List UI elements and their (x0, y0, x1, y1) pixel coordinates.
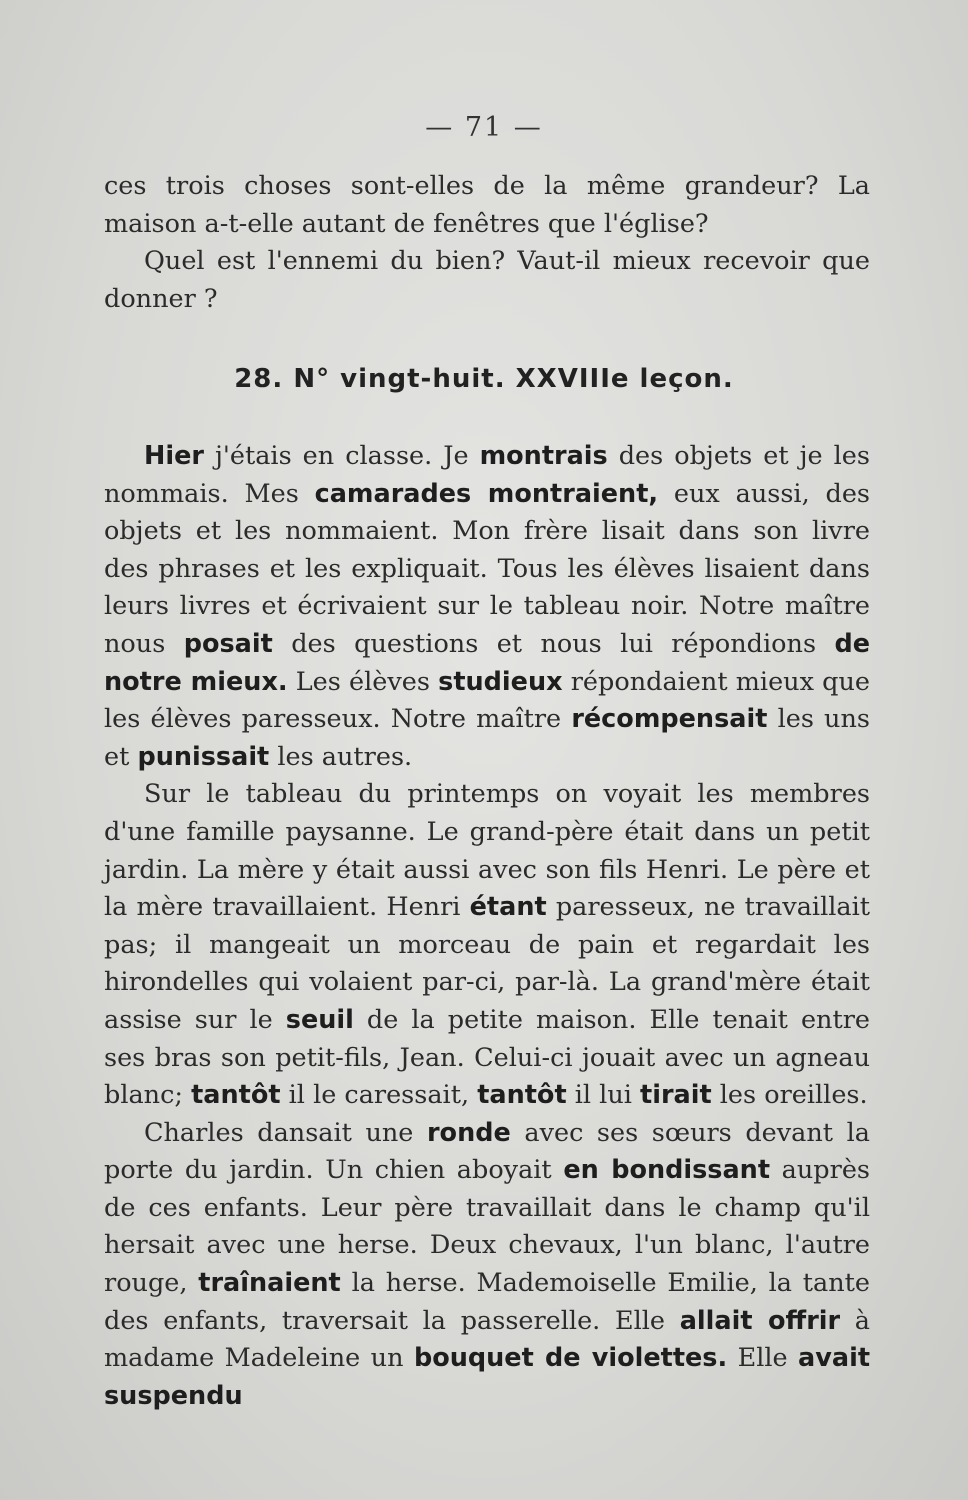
bold-term: avait suspendu (104, 1343, 871, 1411)
bold-term: récompensait (571, 704, 768, 735)
bold-term: de notre mieux. (104, 628, 870, 697)
text-run: répondaient mieux que les élèves paresseux. Notre maître (104, 666, 870, 735)
text-run: les uns et (104, 704, 870, 772)
text-run: j'étais en classe. Je (203, 441, 480, 471)
text-run: la herse. Mademoiselle Emilie, la tante des enfants, traversait la passerelle. Elle (104, 1268, 870, 1336)
text-run: il le caressait, (280, 1080, 478, 1111)
intro-paragraph-2: Quel est l'ennemi du bien? Vaut-il mieux recevoir que donner ? (104, 246, 870, 314)
text-run: Les élèves (287, 666, 439, 697)
bold-term: ronde (426, 1117, 511, 1148)
text-run: paresseux, ne travaillait pas; il mangeait un morceau de pain et regardait les hirondelles qui volaient par-ci, par-là. La grand'mère était assise sur le (104, 892, 870, 1035)
text-run: à madame Madeleine un (104, 1305, 870, 1374)
text-run: les oreilles. (711, 1080, 868, 1111)
lesson-text (104, 438, 870, 1415)
bold-term: tantôt (477, 1080, 567, 1111)
text-run: avec ses sœurs devant la porte du jardin. Un chien aboyait (104, 1117, 870, 1186)
lesson-paragraph-2 (104, 776, 870, 1114)
lesson-heading: 28. N° vingt-huit. XXVIIIe leçon. (234, 364, 734, 394)
intro-text (104, 168, 870, 318)
bold-term: en bondissant (563, 1155, 771, 1186)
bold-term: tantôt (191, 1080, 281, 1111)
page-number: — 71 — (425, 112, 543, 143)
lesson-paragraph-1 (104, 438, 870, 776)
bold-term: montrais (479, 441, 608, 471)
text-run: auprès de ces enfants. Leur père travaillait dans le champ qu'il hersait avec une herse. Deux chevaux, l'un blanc, l'autre rouge, (104, 1155, 870, 1299)
bold-term: Hier (144, 441, 204, 471)
text-run: de la petite maison. Elle tenait entre ses bras son petit-fils, Jean. Celui-ci jouait avec un agneau blanc; (104, 1004, 870, 1111)
text-run: des objets et je les nommais. Mes (104, 441, 870, 509)
text-run: les autres. (269, 741, 413, 772)
lesson-paragraph-3 (104, 1115, 870, 1416)
bold-term: punissait (137, 741, 270, 772)
bold-term: camarades montraient, (314, 478, 659, 509)
bold-term: allait offrir (679, 1305, 841, 1336)
bold-term: studieux (438, 666, 563, 697)
text-run: des questions et nous lui répondions (272, 628, 835, 659)
text-run: Charles dansait une (144, 1117, 427, 1148)
bold-term: étant (469, 892, 547, 923)
text-run: eux aussi, des objets et les nommaient. Mon frère lisait dans son livre des phrases et les expliquait. Tous les élèves lisaient dans leurs livres et écrivaient sur le tableau noir. Notre maître nous (104, 478, 870, 659)
bold-term: posait (183, 628, 273, 659)
bold-term: seuil (285, 1004, 354, 1035)
intro-paragraph-1: ces trois choses sont-elles de la même grandeur? La maison a-t-elle autant de fenêtres que l'église? (104, 171, 870, 239)
bold-term: bouquet de violettes. (413, 1343, 728, 1374)
text-run: Sur le tableau du printemps on voyait les membres d'une famille paysanne. Le grand-père était dans un petit jardin. La mère y était aussi avec son fils Henri. Le père et la mère travaillaient. Henri (104, 779, 870, 923)
text-run: il lui (566, 1080, 641, 1111)
text-run: Elle (727, 1343, 799, 1374)
bold-term: tirait (640, 1080, 712, 1111)
bold-term: traînaient (198, 1268, 341, 1299)
